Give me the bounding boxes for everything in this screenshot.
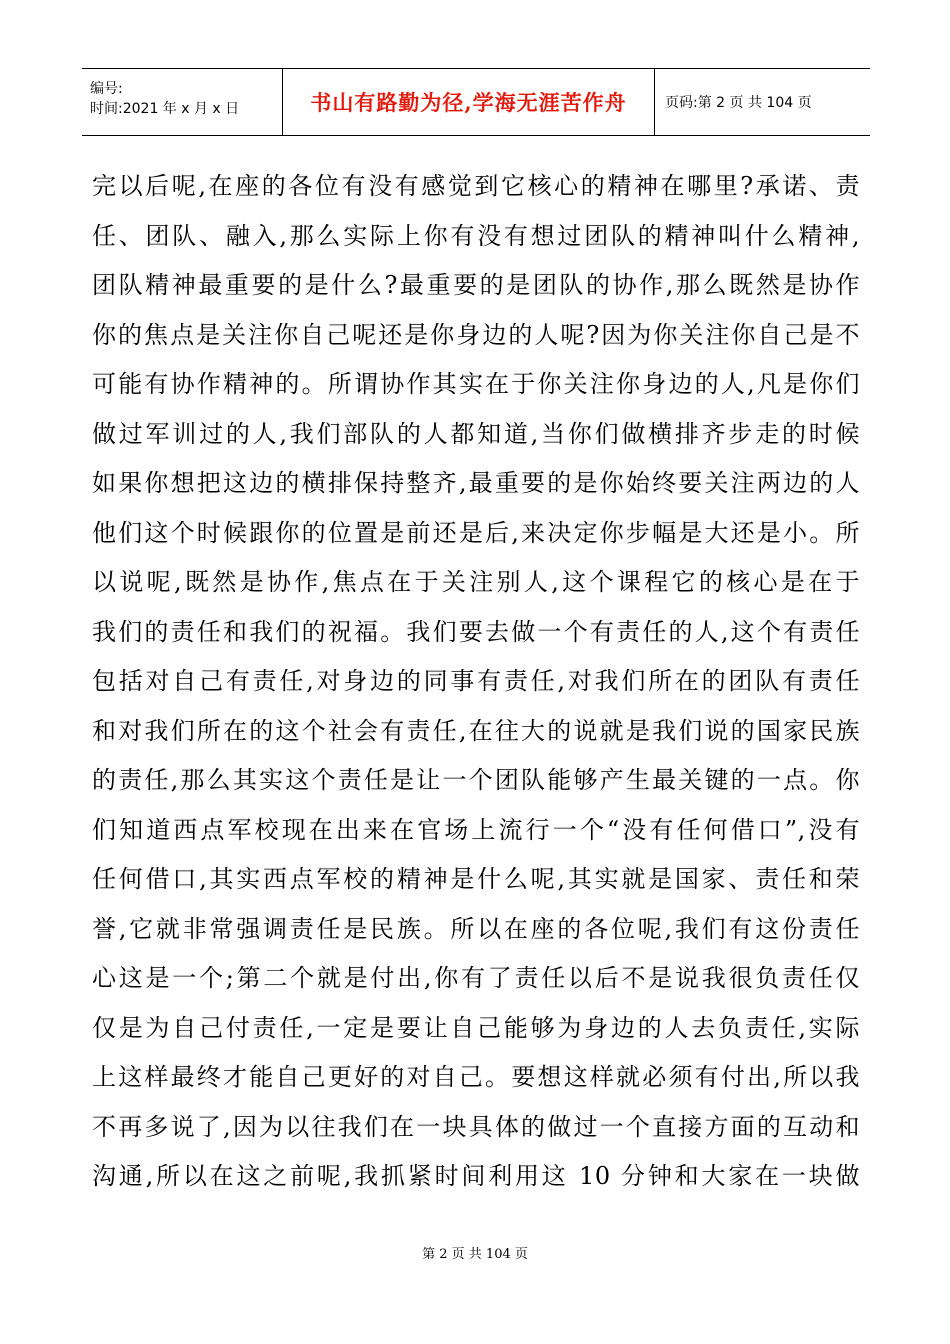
footer-page-number: 第 2 页 共 104 页 <box>422 1247 528 1262</box>
text-line: 的责任,那么其实这个责任是让一个团队能够产生最关键的一点。你 <box>92 766 860 794</box>
text-line: 们知道西点军校现在出来在官场上流行一个“没有任何借口”,没有 <box>92 815 860 844</box>
text-line: 完以后呢,在座的各位有没有感觉到它核心的精神在哪里?承诺、责 <box>92 172 860 200</box>
text-line: 包括对自己有责任,对身边的同事有责任,对我们所在的团队有责任 <box>92 667 860 695</box>
text-line: 仅是为自己付责任,一定是要让自己能够为身边的人去负责任,实际 <box>92 1013 860 1042</box>
text-line: 可能有协作精神的。所谓协作其实在于你关注你身边的人,凡是你们 <box>92 370 860 398</box>
text-line: 我们的责任和我们的祝福。我们要去做一个有责任的人,这个有责任 <box>92 617 860 646</box>
header-page-info <box>655 69 870 135</box>
page-info-text: 页码:第 2 页 共 104 页 <box>665 95 812 111</box>
text-line: 沟通,所以在这之前呢,我抓紧时间利用这 10 分钟和大家在一块做 <box>92 1162 860 1190</box>
body-text <box>92 162 860 1202</box>
text-line: 任、团队、融入,那么实际上你有没有想过团队的精神叫什么精神, <box>92 221 860 250</box>
text-line: 心这是一个;第二个就是付出,你有了责任以后不是说我很负责任仅 <box>92 964 860 992</box>
text-line: 他们这个时候跟你的位置是前还是后,来决定你步幅是大还是小。所 <box>92 518 860 547</box>
document-date: 时间:2021 年 x 月 x 日 <box>90 101 240 117</box>
text-line: 上这样最终才能自己更好的对自己。要想这样就必须有付出,所以我 <box>92 1063 860 1091</box>
page-footer <box>0 1243 950 1262</box>
text-line: 做过军训过的人,我们部队的人都知道,当你们做横排齐步走的时候 <box>92 419 860 448</box>
text-line: 任何借口,其实西点军校的精神是什么呢,其实就是国家、责任和荣 <box>92 865 860 893</box>
document-code-label: 编号: <box>90 81 123 97</box>
text-line: 和对我们所在的这个社会有责任,在往大的说就是我们说的国家民族 <box>92 716 860 745</box>
text-line: 你的焦点是关注你自己呢还是你身边的人呢?因为你关注你自己是不 <box>92 320 860 349</box>
text-line: 如果你想把这边的横排保持整齐,最重要的是你始终要关注两边的人 <box>92 469 860 497</box>
text-line: 以说呢,既然是协作,焦点在于关注别人,这个课程它的核心是在于 <box>92 568 860 596</box>
motto-text: 书山有路勤为径,学海无涯苦作舟 <box>310 90 627 115</box>
page-header <box>82 68 870 136</box>
header-meta <box>82 69 283 135</box>
header-motto <box>283 69 655 135</box>
text-line: 誉,它就非常强调责任是民族。所以在座的各位呢,我们有这份责任 <box>92 914 860 943</box>
text-line: 不再多说了,因为以往我们在一块具体的做过一个直接方面的互动和 <box>92 1112 860 1141</box>
text-line: 团队精神最重要的是什么?最重要的是团队的协作,那么既然是协作 <box>92 271 860 299</box>
